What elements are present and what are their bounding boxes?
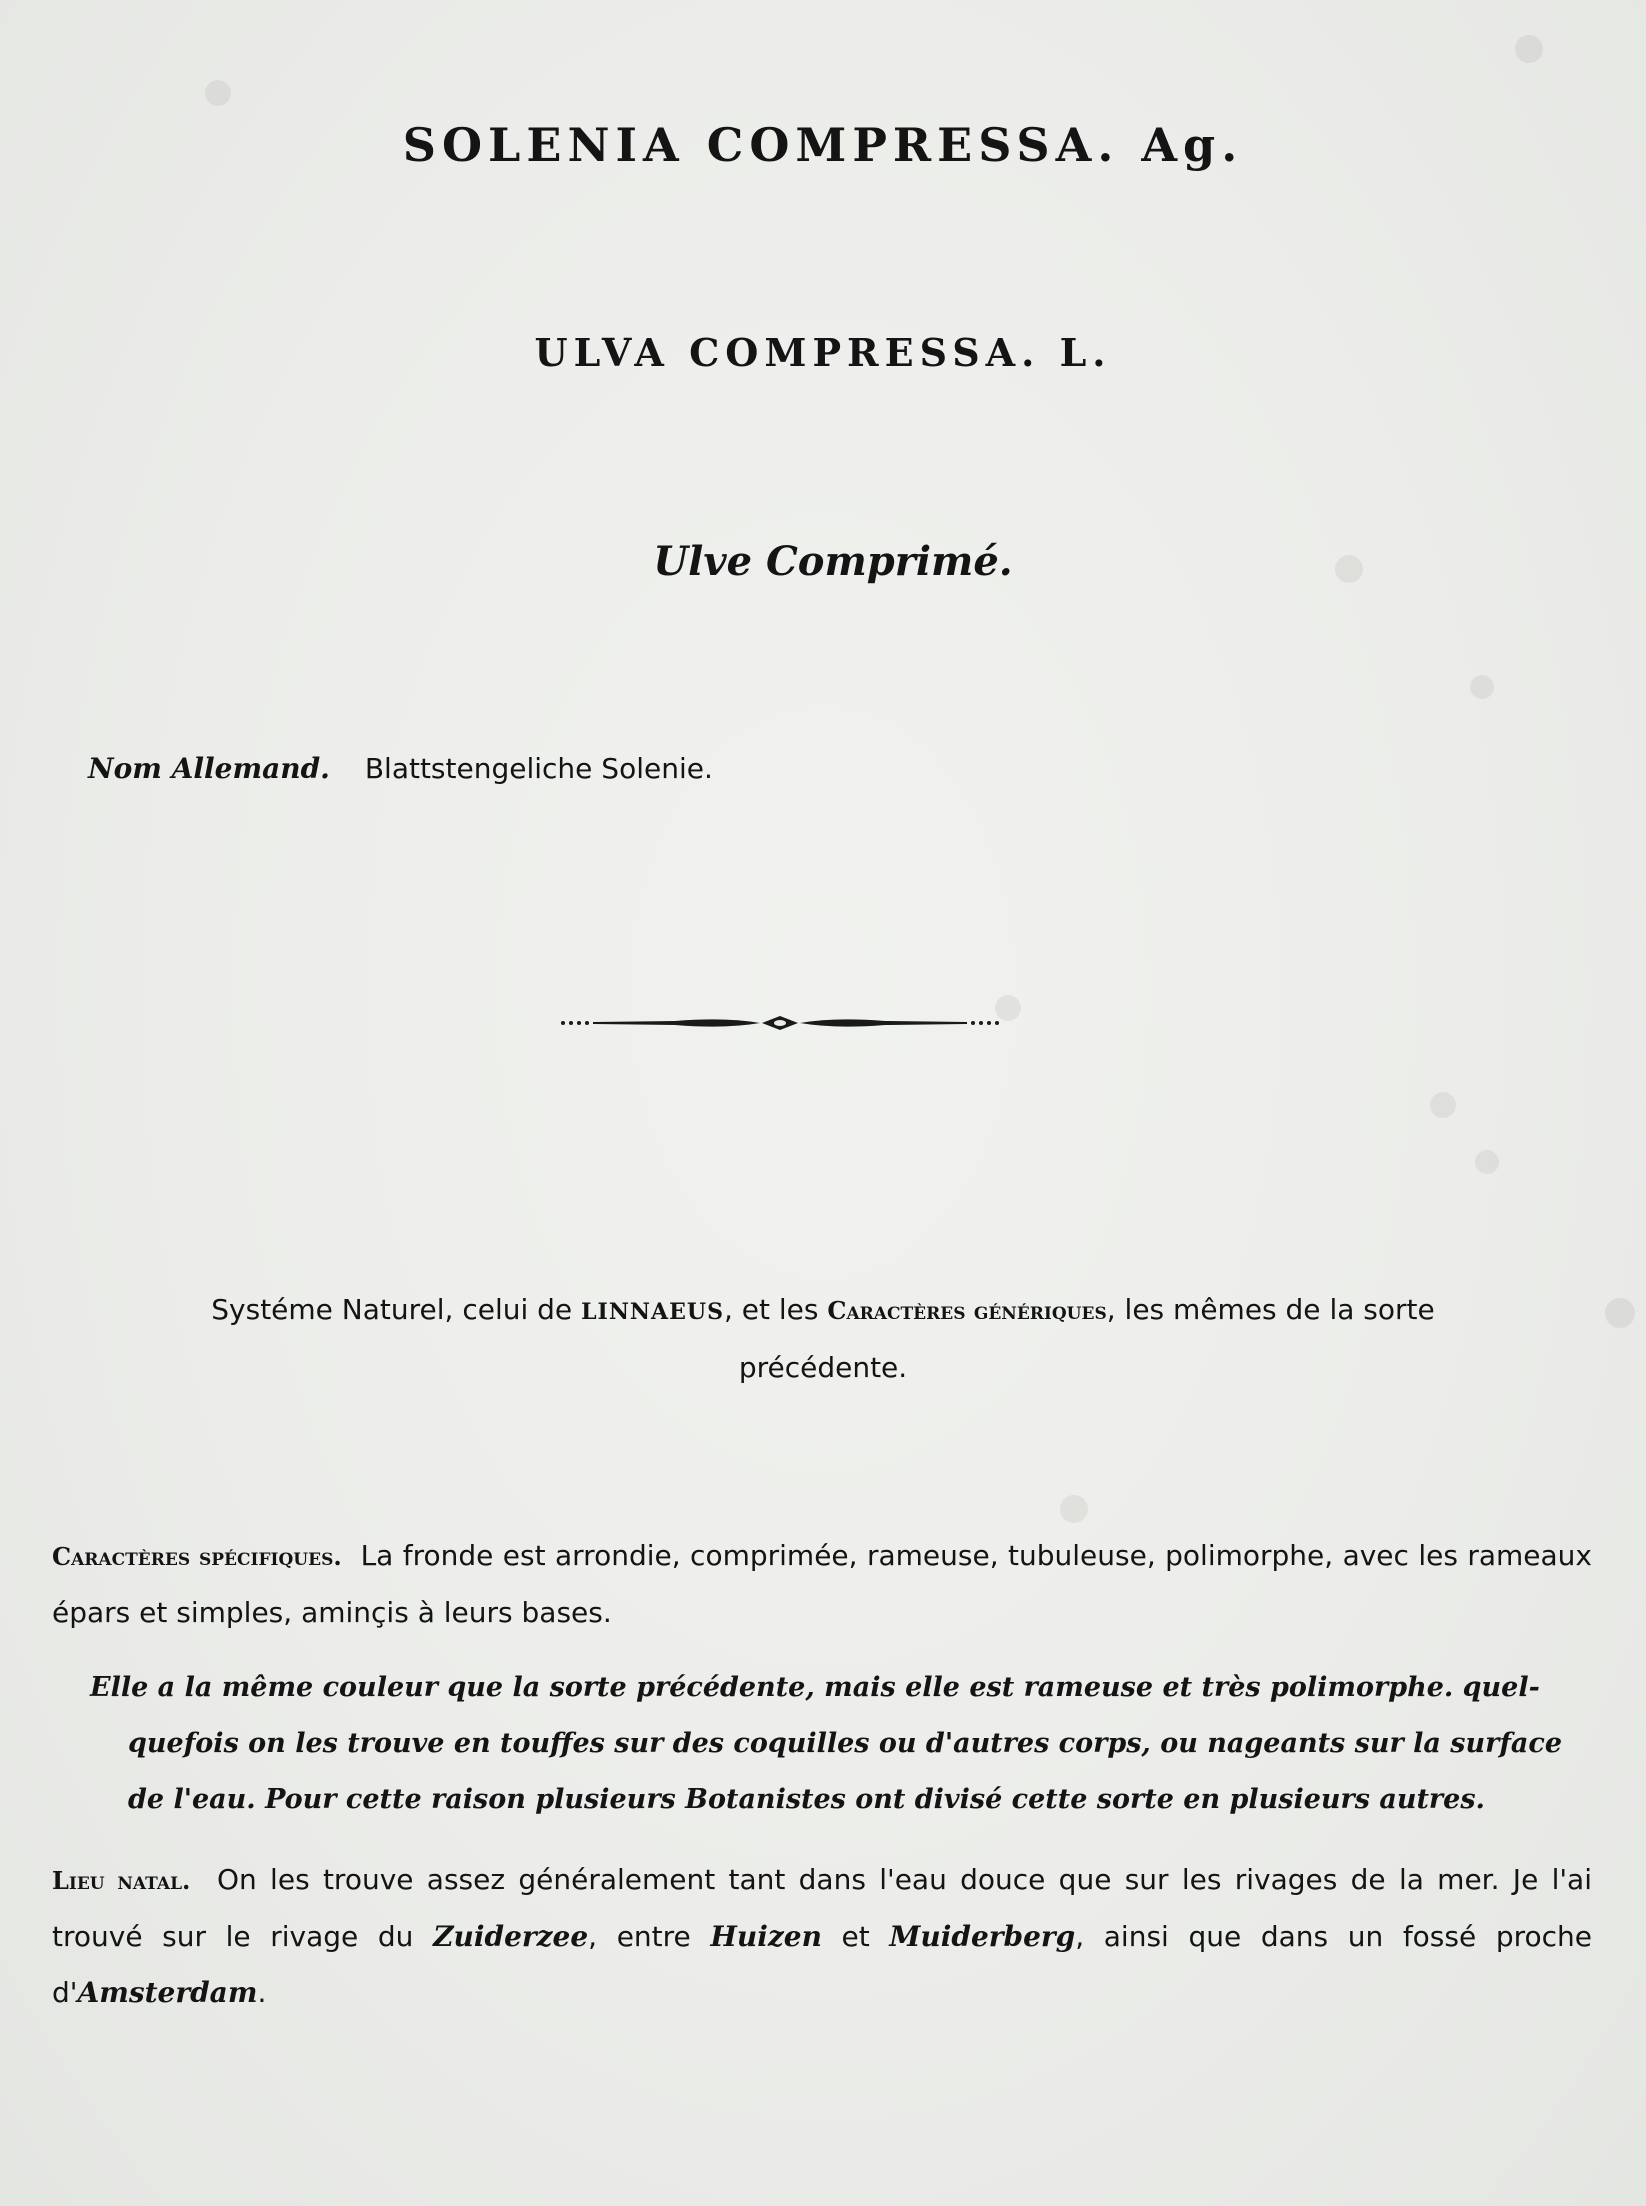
paper-spot [1475,1150,1499,1174]
german-name-value: Blattstengeliche Solenie. [364,752,713,785]
linnaeus-name: LINNAEUS [581,1299,724,1325]
paper-spot [1470,675,1494,699]
place-name: Huizen [710,1920,822,1953]
habitat-text: . [257,1976,267,2009]
habitat-paragraph [52,1852,1592,2021]
system-paragraph [170,1282,1476,1396]
paper-spot [1515,35,1543,63]
habitat-text: , entre [588,1920,711,1953]
specific-characters-paragraph [52,1528,1592,1641]
system-text: , et les [723,1293,828,1326]
paper-spot [1060,1495,1088,1523]
german-name-line [88,752,713,785]
specific-characters-text: La fronde est arrondie, comprimée, rameuse, tubuleuse, polimorphe, avec les rameaux épars et simples, aminçis à leurs bases. [52,1539,1592,1629]
generic-characters-label: Caractères génériques [827,1296,1107,1325]
synonym-title: ULVA COMPRESSA. L. [534,330,1112,375]
habitat-text: et [821,1920,890,1953]
description-line: Elle a la même couleur que la sorte précédente, mais elle est rameuse et très polimorphe. quel- [90,1672,1540,1703]
description-paragraph [90,1660,1592,1828]
habitat-label: Lieu natal. [52,1866,191,1895]
ornamental-divider [555,1005,1005,1041]
description-line: quefois on les trouve en touffes sur des coquilles ou d'autres corps, ou nageants sur la surface [128,1728,1563,1759]
paper-spot [205,80,231,106]
german-name-label: Nom Allemand. [88,752,330,785]
habitat-text: , ainsi que dans un fossé proche d' [52,1920,1592,2009]
common-name-title: Ulve Comprimé. [653,538,1013,585]
paper-spot [1605,1298,1635,1328]
system-text: Systéme Naturel, celui de [211,1293,582,1326]
system-text: , les mêmes de la sorte précédente. [738,1293,1435,1384]
page-title: SOLENIA COMPRESSA. Ag. [402,118,1244,172]
place-name: Amsterdam [77,1976,258,2009]
habitat-text: On les trouve assez généralement tant dans l'eau douce que sur les rivages de la mer. Je l'ai trouvé sur le rivage du [52,1863,1592,1953]
place-name: Zuiderzee [433,1920,589,1953]
place-name: Muiderberg [889,1920,1076,1953]
specific-characters-label: Caractères spécifiques. [52,1542,342,1571]
paper-spot [1430,1092,1456,1118]
description-line: de l'eau. Pour cette raison plusieurs Botanistes ont divisé cette sorte en plusieurs autres. [128,1784,1485,1815]
